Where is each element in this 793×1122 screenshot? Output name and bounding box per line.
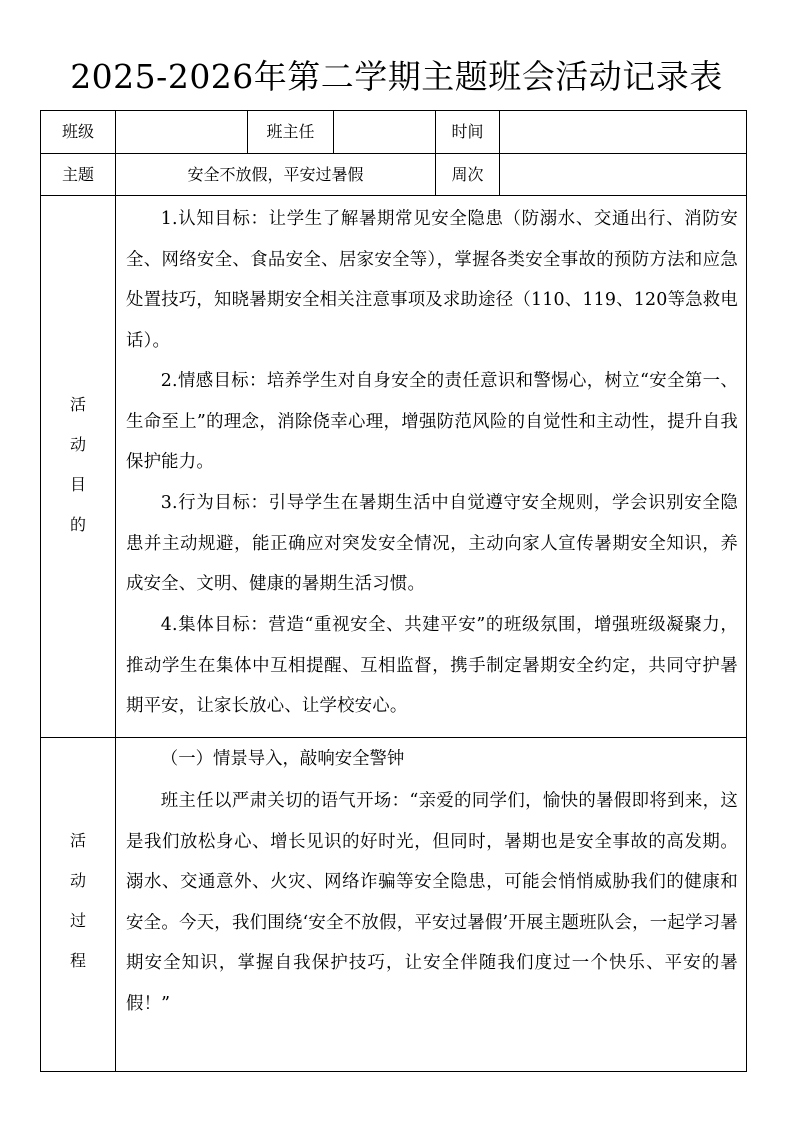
process-section-heading: （一）情景导入，敲响安全警钟 <box>160 749 405 769</box>
label-char: 动 <box>69 435 86 454</box>
purpose-paragraph-emotional: 2.情感目标：培养学生对自身安全的责任意识和警惕心，树立“安全第一、生命至上”的理念，消除侥幸心理，增强防范风险的自觉性和主动性，提升自我保护能力。 <box>126 371 738 472</box>
label-char: 活 <box>69 395 86 414</box>
label-char: 的 <box>69 515 86 534</box>
week-value-field[interactable] <box>500 154 746 195</box>
record-table <box>40 110 747 1072</box>
label-char: 程 <box>69 951 86 970</box>
purpose-paragraph-cognitive: 1.认知目标：让学生了解暑期常见安全隐患（防溺水、交通出行、消防安全、网络安全、食品安全、居家安全等），掌握各类安全事故的预防方法和应急处置技巧，知晓暑期安全相关注意事项及求助途径（110、119、120等急救电话）。 <box>126 209 738 351</box>
theme-label: 主题 <box>61 164 94 184</box>
page-title: 2025-2026年第二学期主题班会活动记录表 <box>70 57 723 96</box>
purpose-paragraph-collective: 4.集体目标：营造“重视安全、共建平安”的班级氛围，增强班级凝聚力，推动学生在集体中互相提醒、互相监督，携手制定暑期安全约定，共同守护暑期平安，让家长放心、让学校安心。 <box>126 615 738 716</box>
week-label: 周次 <box>451 164 484 184</box>
class-label: 班级 <box>61 122 94 141</box>
time-label: 时间 <box>451 122 484 141</box>
label-char: 目 <box>69 475 86 494</box>
teacher-label: 班主任 <box>266 122 315 141</box>
label-char: 过 <box>69 911 86 930</box>
theme-value: 安全不放假，平安过暑假 <box>187 164 364 184</box>
row-divider <box>41 195 746 196</box>
process-paragraph-intro: 班主任以严肃关切的语气开场：“亲爱的同学们，愉快的暑假即将到来，这是我们放松身心、增长见识的好时光，但同时，暑期也是安全事故的高发期。溺水、交通意外、火灾、网络诈骗等安全隐患，可能会悄悄威胁我们的健康和安全。今天，我们围绕‘安全不放假，平安过暑假’开展主题班队会，一起学习暑期安全知识，掌握自我保护技巧，让安全伴随我们度过一个快乐、平安的暑假！” <box>126 791 738 1014</box>
row-divider <box>41 737 746 738</box>
purpose-paragraph-behavioral: 3.行为目标：引导学生在暑期生活中自觉遵守安全规则，学会识别安全隐患并主动规避，能正确应对突发安全情况，主动向家人宣传暑期安全知识，养成安全、文明、健康的暑期生活习惯。 <box>126 493 738 594</box>
label-column-divider <box>115 111 116 1071</box>
activity-process-label <box>41 821 115 981</box>
label-char: 动 <box>69 871 86 890</box>
label-char: 活 <box>69 831 86 850</box>
teacher-value-field[interactable] <box>334 111 435 153</box>
time-value-field[interactable] <box>500 111 746 153</box>
activity-purpose-label <box>41 385 115 545</box>
class-value-field[interactable] <box>116 111 247 153</box>
